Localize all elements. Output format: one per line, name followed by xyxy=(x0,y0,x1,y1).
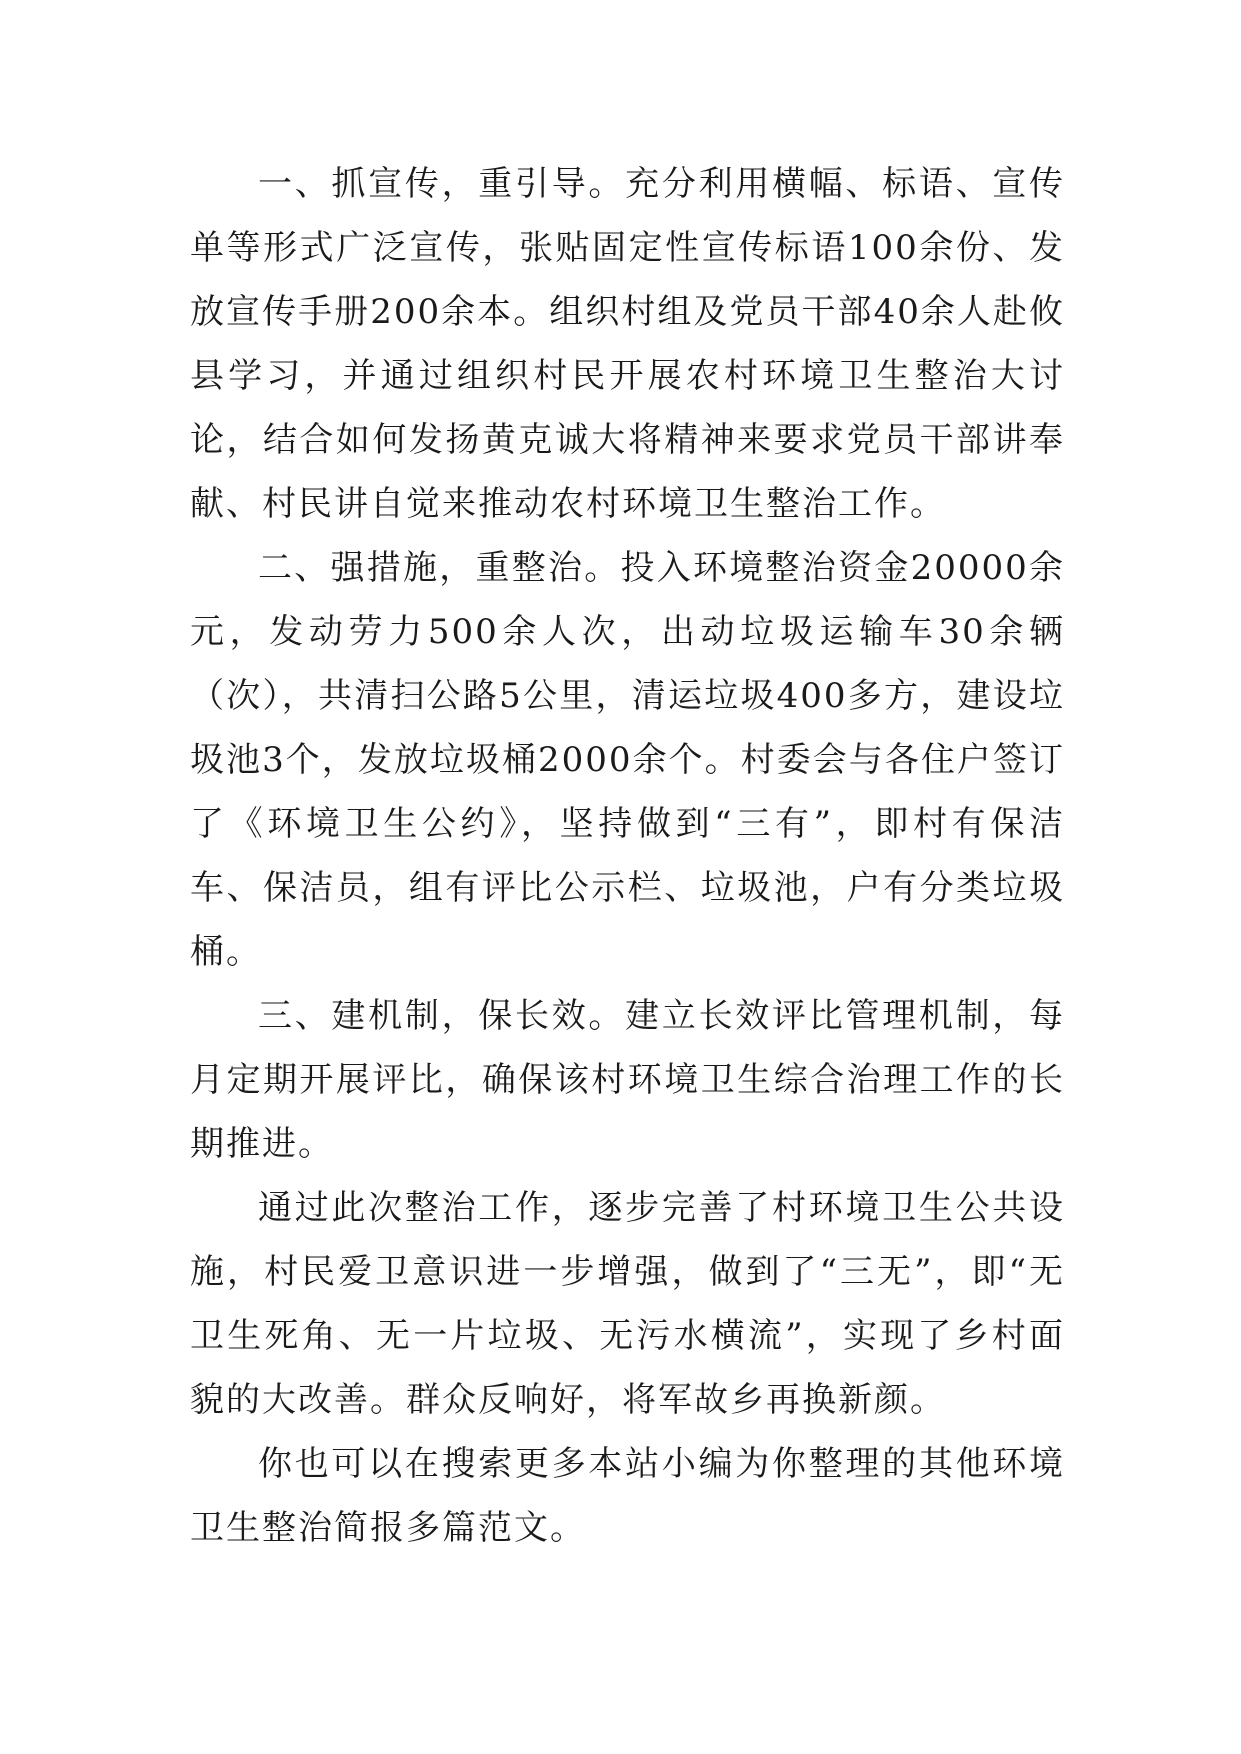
paragraph-mechanism: 三、建机制，保长效。建立长效评比管理机制，每月定期开展评比，确保该村环境卫生综合治理工作的长期推进。 xyxy=(190,996,1065,1164)
paragraph-results: 通过此次整治工作，逐步完善了村环境卫生公共设施，村民爱卫意识进一步增强，做到了“三无”，即“无卫生死角、无一片垃圾、无污水横流”，实现了乡村面貌的大改善。群众反响好，将军故乡再换新颜。 xyxy=(190,1188,1065,1420)
document-body xyxy=(190,152,1065,1560)
paragraph-more-articles: 你也可以在搜索更多本站小编为你整理的其他环境卫生整治简报多篇范文。 xyxy=(190,1444,1065,1548)
paragraph-measures: 二、强措施，重整治。投入环境整治资金20000余元，发动劳力500余人次，出动垃圾运输车30余辆（次），共清扫公路5公里，清运垃圾400多方，建设垃圾池3个，发放垃圾桶2000余个。村委会与各住户签订了《环境卫生公约》，坚持做到“三有”，即村有保洁车、保洁员，组有评比公示栏、垃圾池，户有分类垃圾桶。 xyxy=(190,548,1065,972)
paragraph-propaganda: 一、抓宣传，重引导。充分利用横幅、标语、宣传单等形式广泛宣传，张贴固定性宣传标语100余份、发放宣传手册200余本。组织村组及党员干部40余人赴攸县学习，并通过组织村民开展农村环境卫生整治大讨论，结合如何发扬黄克诚大将精神来要求党员干部讲奉献、村民讲自觉来推动农村环境卫生整治工作。 xyxy=(190,164,1065,524)
